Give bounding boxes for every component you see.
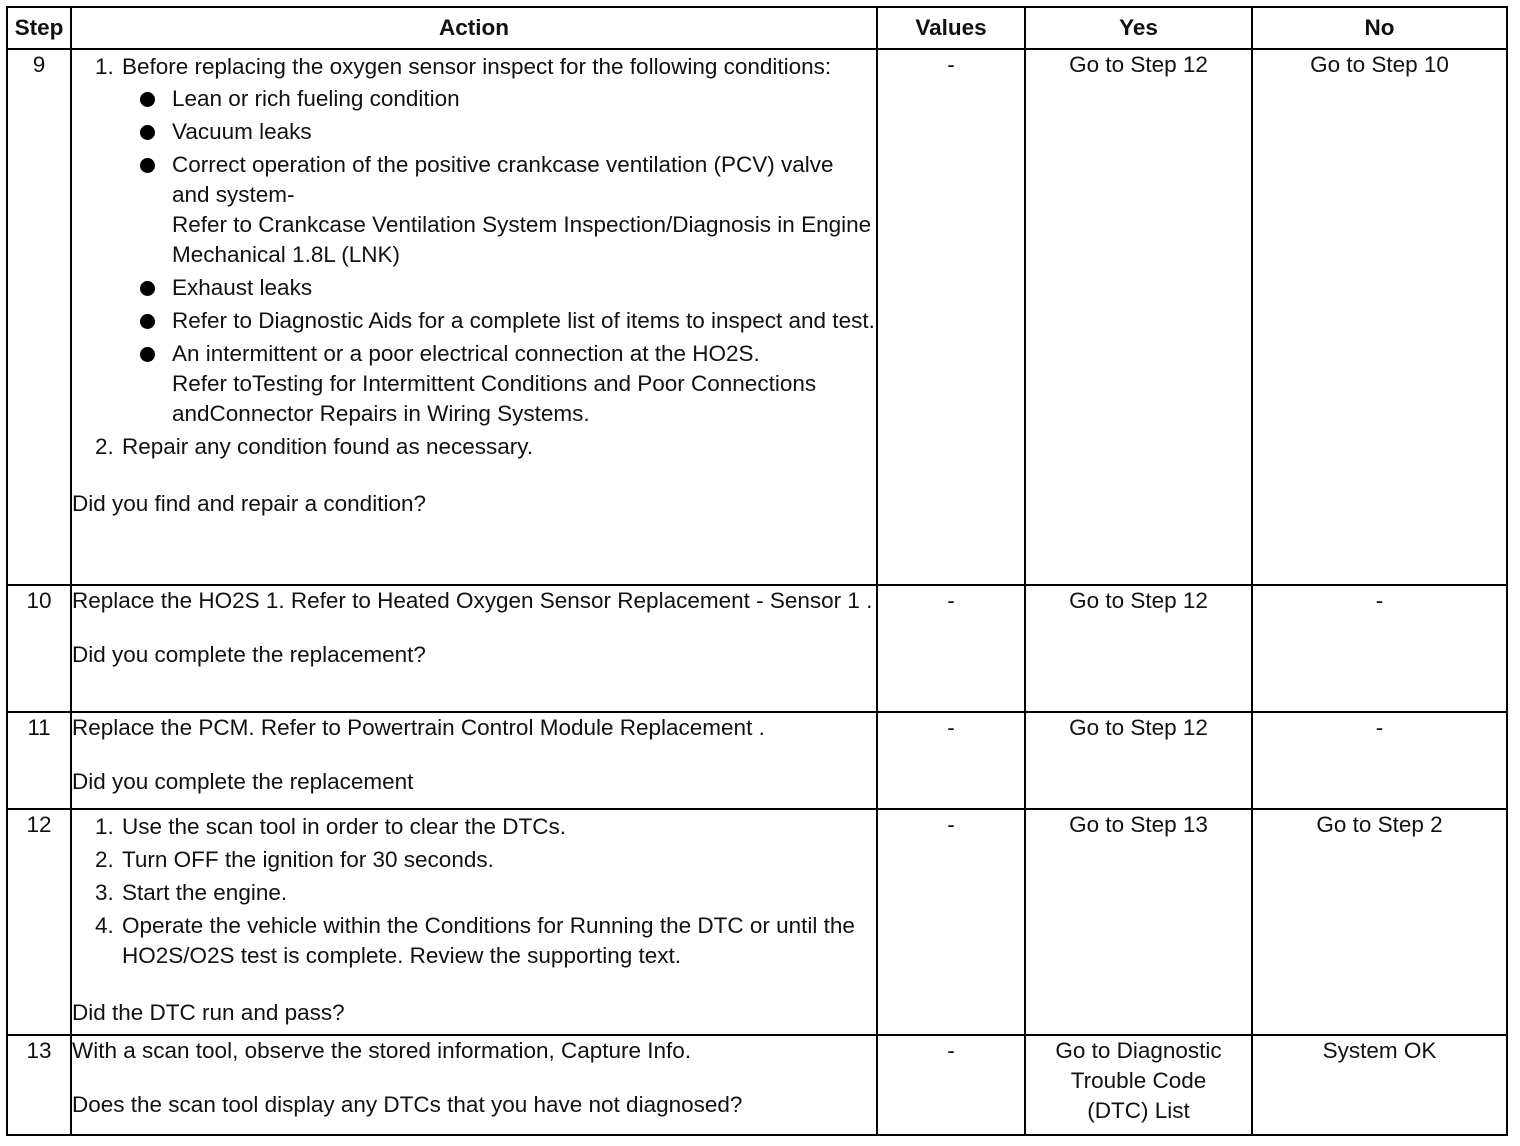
condition-item: Exhaust leaks: [172, 273, 876, 303]
header-step: Step: [7, 7, 71, 49]
table-row-step-12: [7, 809, 1507, 1035]
values-cell: -: [877, 712, 1025, 809]
step-number: 10: [7, 585, 71, 712]
values-cell: -: [877, 809, 1025, 1035]
header-row: [7, 7, 1507, 49]
yes-cell[interactable]: Go to Step 12: [1025, 712, 1252, 809]
condition-item: [172, 339, 876, 429]
table-row-step-11: [7, 712, 1507, 809]
yes-cell[interactable]: Go to Step 12: [1025, 585, 1252, 712]
condition-item: Vacuum leaks: [172, 117, 876, 147]
header-values: Values: [877, 7, 1025, 49]
action-step-item: 2. Turn OFF the ignition for 30 seconds.: [120, 845, 876, 875]
condition-list: [122, 84, 876, 429]
action-question: Did the DTC run and pass?: [72, 1000, 345, 1025]
action-step-item: 4. Operate the vehicle within the Conditions for Running the DTC or until the HO2S/O2S test is complete. Review the supporting text.: [120, 911, 876, 971]
table-row-step-10: [7, 585, 1507, 712]
no-cell: -: [1252, 585, 1507, 712]
action-cell: [71, 49, 877, 585]
action-text: Replace the PCM. Refer to Powertrain Control Module Replacement .: [72, 715, 765, 740]
values-cell: -: [877, 1035, 1025, 1135]
no-cell[interactable]: Go to Step 2: [1252, 809, 1507, 1035]
diagnostic-table: [6, 6, 1508, 1136]
action-text: Replace the HO2S 1. Refer to Heated Oxygen Sensor Replacement - Sensor 1 .: [72, 588, 873, 613]
condition-text: An intermittent or a poor electrical connection at the HO2S.: [172, 341, 760, 366]
action-steps: [72, 52, 876, 462]
condition-item: Refer to Diagnostic Aids for a complete list of items to inspect and test.: [172, 306, 876, 336]
table-row-step-13: [7, 1035, 1507, 1135]
step-number: 13: [7, 1035, 71, 1135]
condition-item: [172, 150, 876, 270]
action-step-item: 2. Repair any condition found as necessary.: [120, 432, 876, 462]
action-question: Did you complete the replacement: [72, 769, 414, 794]
action-cell: [71, 809, 877, 1035]
action-step-item: 1. Use the scan tool in order to clear the DTCs.: [120, 812, 876, 842]
action-text: With a scan tool, observe the stored information, Capture Info.: [72, 1038, 692, 1063]
yes-cell[interactable]: Go to Step 13: [1025, 809, 1252, 1035]
action-cell: [71, 585, 877, 712]
condition-text: Correct operation of the positive crankcase ventilation (PCV) valve and system-: [172, 152, 834, 207]
reference-link[interactable]: Refer toTesting for Intermittent Conditions and Poor Connections andConnector Repairs in Wiring Systems.: [172, 371, 817, 426]
action-step-item: 3. Start the engine.: [120, 878, 876, 908]
action-question: Did you find and repair a condition?: [72, 491, 426, 516]
action-step-text: Before replacing the oxygen sensor inspect for the following conditions:: [122, 54, 832, 79]
reference-link[interactable]: Refer to Crankcase Ventilation System Inspection/Diagnosis in Engine Mechanical 1.8L (LNK): [172, 212, 872, 267]
step-number: 9: [7, 49, 71, 585]
table-row-step-9: [7, 49, 1507, 585]
action-cell: [71, 712, 877, 809]
yes-cell[interactable]: Go to Step 12: [1025, 49, 1252, 585]
header-yes: Yes: [1025, 7, 1252, 49]
no-cell[interactable]: Go to Step 10: [1252, 49, 1507, 585]
no-cell: -: [1252, 712, 1507, 809]
action-question: Does the scan tool display any DTCs that you have not diagnosed?: [72, 1092, 743, 1117]
action-cell: [71, 1035, 877, 1135]
values-cell: -: [877, 49, 1025, 585]
step-number: 11: [7, 712, 71, 809]
no-cell: System OK: [1252, 1035, 1507, 1135]
action-steps: [72, 812, 876, 971]
yes-cell[interactable]: Go to Diagnostic Trouble Code (DTC) List: [1025, 1035, 1252, 1135]
values-cell: -: [877, 585, 1025, 712]
step-number: 12: [7, 809, 71, 1035]
condition-item: Lean or rich fueling condition: [172, 84, 876, 114]
header-no: No: [1252, 7, 1507, 49]
header-action: Action: [71, 7, 877, 49]
action-step-item: [120, 52, 876, 429]
action-question: Did you complete the replacement?: [72, 642, 426, 667]
